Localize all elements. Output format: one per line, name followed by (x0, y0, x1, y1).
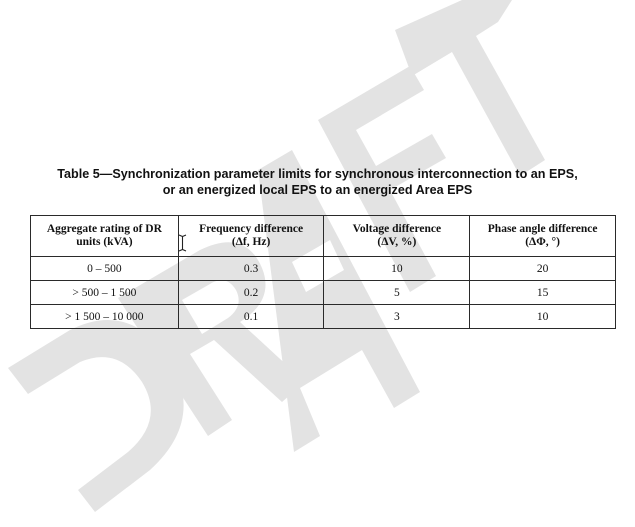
table-row (31, 281, 616, 305)
text-cursor-icon (178, 234, 187, 252)
header-phase-angle-difference (470, 216, 616, 257)
table-header-row (31, 216, 616, 257)
header-frequency-difference-line-2: (Δf, Hz) (231, 236, 271, 248)
cell-voltage-difference: 3 (324, 305, 470, 329)
synchronization-limits-table (30, 215, 616, 329)
table-caption (20, 166, 615, 198)
cell-voltage-difference: 10 (324, 257, 470, 281)
header-voltage-difference-line-1: Voltage difference (352, 223, 442, 235)
cell-aggregate-rating: 0 – 500 (31, 257, 179, 281)
cell-aggregate-rating: > 500 – 1 500 (31, 281, 179, 305)
cell-frequency-difference: 0.2 (178, 281, 324, 305)
header-frequency-difference (178, 216, 324, 257)
header-phase-angle-difference-line-1: Phase angle difference (487, 223, 598, 235)
header-aggregate-rating-line-2: units (kVA) (76, 236, 133, 248)
cell-phase-angle-difference: 15 (470, 281, 616, 305)
header-aggregate-rating-line-1: Aggregate rating of DR (46, 223, 162, 235)
cell-voltage-difference: 5 (324, 281, 470, 305)
header-aggregate-rating (31, 216, 179, 257)
header-phase-angle-difference-line-2: (ΔΦ, °) (525, 236, 560, 248)
header-frequency-difference-line-1: Frequency difference (199, 223, 304, 235)
cell-aggregate-rating: > 1 500 – 10 000 (31, 305, 179, 329)
cell-phase-angle-difference: 10 (470, 305, 616, 329)
table-row (31, 305, 616, 329)
cell-frequency-difference: 0.3 (178, 257, 324, 281)
table-caption-line-2: or an energized local EPS to an energized Area EPS (162, 183, 473, 197)
table-row (31, 257, 616, 281)
cell-phase-angle-difference: 20 (470, 257, 616, 281)
cell-frequency-difference: 0.1 (178, 305, 324, 329)
header-voltage-difference (324, 216, 470, 257)
header-voltage-difference-line-2: (ΔV, %) (377, 236, 417, 248)
table-caption-line-1: Table 5—Synchronization parameter limits for synchronous interconnection to an EPS, (57, 167, 578, 181)
